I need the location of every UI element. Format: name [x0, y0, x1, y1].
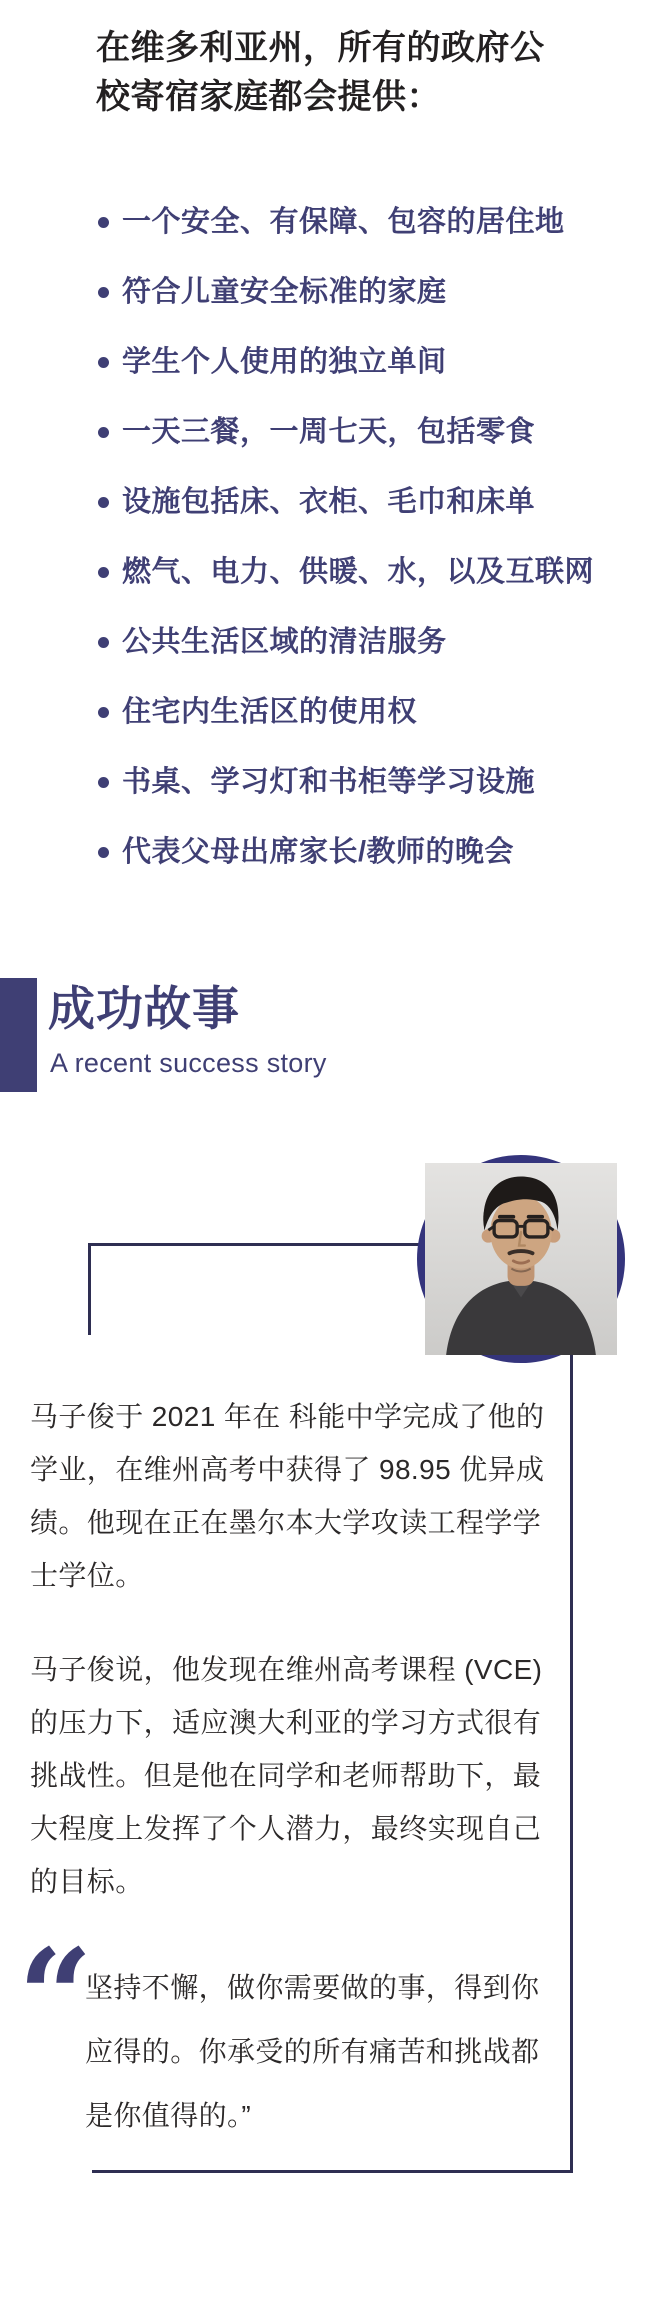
- list-item: [98, 834, 598, 870]
- story-paragraph-2: 马子俊说，他发现在维州高考课程 (VCE) 的压力下，适应澳大利亚的学习方式很有挑战性。但是他在同学和老师帮助下，最大程度上发挥了个人潜力，最终实现自己的目标。: [30, 1654, 543, 1897]
- bullet-dot-icon: [98, 497, 109, 508]
- bullet-dot-icon: [98, 707, 109, 718]
- bullet-dot-icon: [98, 567, 109, 578]
- list-item-text: 设施包括床、衣柜、毛巾和床单: [122, 486, 536, 518]
- homestay-benefits-list: [98, 204, 598, 904]
- list-item-text: 公共生活区域的清洁服务: [122, 626, 447, 658]
- bullet-dot-icon: [98, 847, 109, 858]
- story-frame-top-line: [88, 1243, 430, 1246]
- list-item-text: 代表父母出席家长/教师的晚会: [122, 836, 515, 868]
- intro-heading: 在维多利亚州，所有的政府公校寄宿家庭都会提供：: [96, 29, 545, 116]
- list-item-text: 燃气、电力、供暖、水，以及互联网: [122, 556, 595, 588]
- list-item: [98, 344, 598, 380]
- section-subtitle: A recent success story: [50, 1048, 327, 1078]
- bullet-dot-icon: [98, 777, 109, 788]
- bullet-dot-icon: [98, 217, 109, 228]
- list-item-text: 一天三餐，一周七天，包括零食: [122, 416, 536, 448]
- story-frame-right-line: [570, 1350, 573, 2172]
- section-accent-bar: [0, 978, 37, 1092]
- list-item: [98, 484, 598, 520]
- list-item: [98, 624, 598, 660]
- list-item-text: 书桌、学习灯和书柜等学习设施: [122, 766, 536, 798]
- student-quote: 坚持不懈，做你需要做的事，得到你应得的。你承受的所有痛苦和挑战都是你值得的。”: [85, 1972, 540, 2131]
- bullet-dot-icon: [98, 287, 109, 298]
- list-item-text: 符合儿童安全标准的家庭: [122, 276, 447, 308]
- section-title: 成功故事: [48, 982, 240, 1035]
- open-quote-icon: “: [18, 1920, 93, 2073]
- list-item: [98, 414, 598, 450]
- list-item: [98, 204, 598, 240]
- bullet-dot-icon: [98, 357, 109, 368]
- story-paragraph-1: 马子俊于 2021 年在 科能中学完成了他的学业，在维州高考中获得了 98.95 优异成绩。他现在正在墨尔本大学攻读工程学学士学位。: [30, 1401, 545, 1591]
- bullet-dot-icon: [98, 637, 109, 648]
- portrait-illustration: [425, 1163, 617, 1355]
- story-frame-bottom-line: [92, 2170, 573, 2173]
- list-item: [98, 274, 598, 310]
- story-frame-left-line: [88, 1243, 91, 1335]
- list-item: [98, 694, 598, 730]
- list-item-text: 一个安全、有保障、包容的居住地: [122, 206, 565, 238]
- list-item: [98, 554, 598, 590]
- list-item-text: 住宅内生活区的使用权: [122, 696, 418, 728]
- bullet-dot-icon: [98, 427, 109, 438]
- student-portrait-photo: [417, 1155, 625, 1363]
- list-item: [98, 764, 598, 800]
- list-item-text: 学生个人使用的独立单间: [122, 346, 447, 378]
